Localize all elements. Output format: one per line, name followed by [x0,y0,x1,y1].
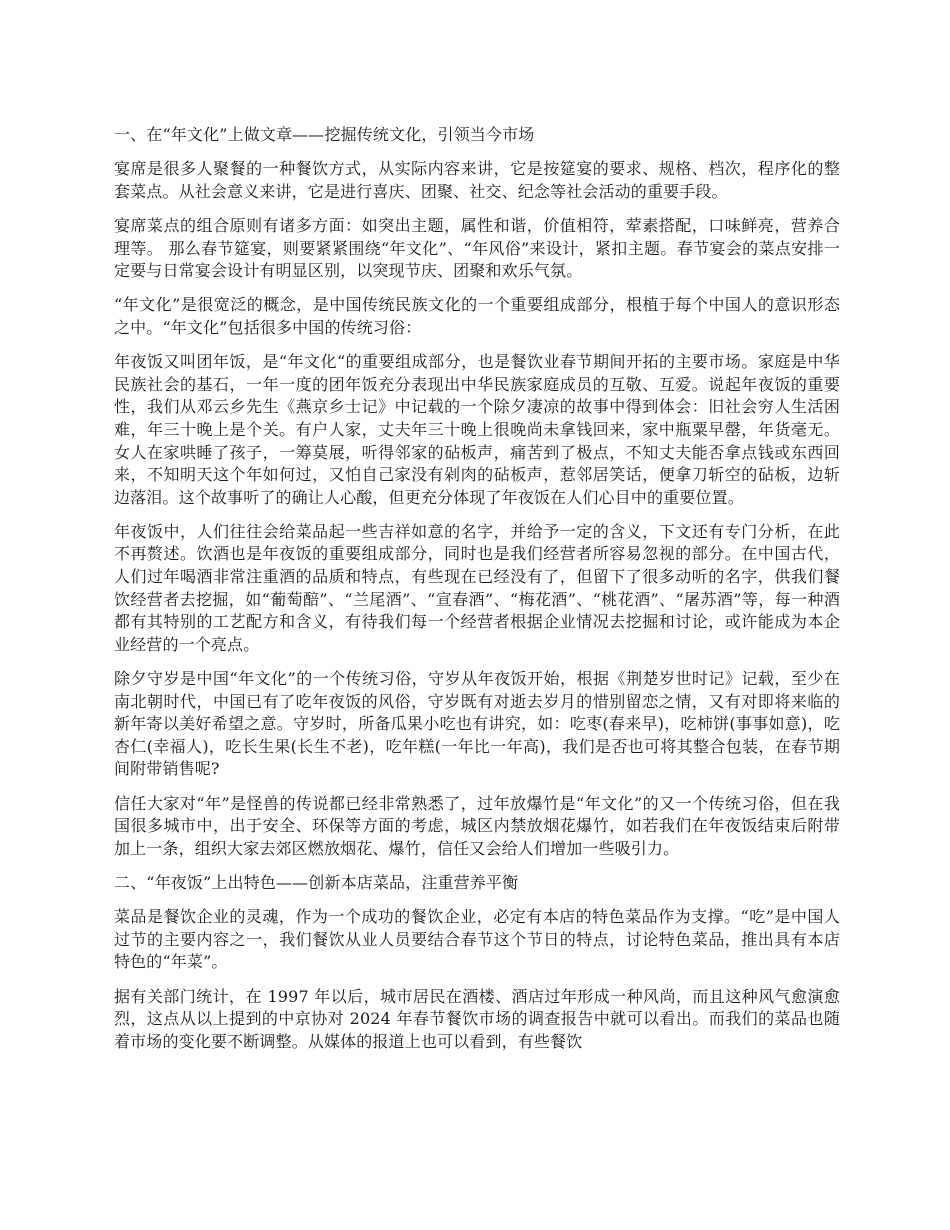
paragraph: 菜品是餐饮企业的灵魂，作为一个成功的餐饮企业，必定有本店的特色菜品作为支撑。“吃”是中国人过节的主要内容之一，我们餐饮从业人员要结合春节这个节日的特点，讨论特色菜品，推出具有本店特色的“年菜”。 [114,907,840,972]
document-body [114,124,840,1065]
paragraph: 宴席是很多人聚餐的一种餐饮方式，从实际内容来讲，它是按筵宴的要求、规格、档次，程序化的整套菜点。从社会意义来讲，它是进行喜庆、团聚、社交、纪念等社会活动的重要手段。 [114,159,840,201]
paragraph: “年文化”是很宽泛的概念，是中国传统民族文化的一个重要组成部分，根植于每个中国人的意识形态之中。“年文化”包括很多中国的传统习俗： [114,295,840,337]
paragraph: 宴席菜点的组合原则有诸多方面：如突出主题，属性和谐，价值相符，荤素搭配，口味鲜亮，营养合理等。 那么春节筵宴，则要紧紧围绕“年文化”、“年风俗”来设计，紧扣主题。春节宴会的菜点安排一定要与日常宴会设计有明显区别，以突现节庆、团聚和欢乐气氛。 [114,215,840,281]
section-heading: 一、在“年文化”上做文章——挖掘传统文化，引领当今市场 [114,125,535,144]
section-heading: 二、“年夜饭”上出特色——创新本店菜品，注重营养平衡 [114,872,519,892]
paragraph: 信任大家对“年”是怪兽的传说都已经非常熟悉了，过年放爆竹是“年文化”的又一个传统习俗，但在我国很多城市中，出于安全、环保等方面的考虑，城区内禁放烟花爆竹，如若我们在年夜饭结束后附带加上一条，组织大家去郊区燃放烟花、爆竹，信任又会给人们增加一些吸引力。 [114,793,840,858]
paragraph: 年夜饭中，人们往往会给菜品起一些吉祥如意的名字，并给予一定的含义，下文还有专门分析，在此不再赘述。饮酒也是年夜饭的重要组成部分，同时也是我们经营者所容易忽视的部分。在中国古代，人们过年喝酒非常注重酒的品质和特点，有些现在已经没有了，但留下了很多动听的名字，供我们餐饮经营者去挖掘，如“葡萄醅”、“兰尾酒”、“宣春酒”、“梅花酒”、“桃花酒”、“屠苏酒”等，每一种酒都有其特别的工艺配方和含义，有待我们每一个经营者根据企业情况去挖掘和讨论，或许能成为本企业经营的一个亮点。 [114,521,840,654]
paragraph: 据有关部门统计，在 1997 年以后，城市居民在酒楼、酒店过年形成一种风尚，而且这种风气愈演愈烈，这点从以上提到的中京协对 2024 年春节餐饮市场的调查报告中就可以看出。而我们的菜品也随着市场的变化要不断调整。从媒体的报道上也可以看到，有些餐饮 [114,986,840,1051]
paragraph: 年夜饭又叫团年饭，是“年文化“的重要组成部分，也是餐饮业春节期间开拓的主要市场。家庭是中华民族社会的基石，一年一度的团年饭充分表现出中华民族家庭成员的互敬、互爱。说起年夜饭的重要性，我们从邓云乡先生《燕京乡士记》中记载的一个除夕凄凉的故事中得到体会：旧社会穷人生活困难，年三十晚上是个关。有户人家，丈夫年三十晚上很晚尚未拿钱回来，家中瓶粟早罄，年货毫无。女人在家哄睡了孩子，一筹莫展，听得邻家的砧板声，痛苦到了极点，不知丈夫能否拿点钱或东西回来，不知明天这个年如何过，又怕自己家没有剁肉的砧板声，惹邻居笑话，便拿刀斩空的砧板，边斩边落泪。这个故事听了的确让人心酸，但更充分体现了年夜饭在人们心目中的重要位置。 [114,352,840,507]
paragraph: 除夕守岁是中国“年文化”的一个传统习俗，守岁从年夜饭开始，根据《荆楚岁世时记》记载，至少在南北朝时代，中国已有了吃年夜饭的风俗，守岁既有对逝去岁月的惜别留恋之情，又有对即将来临的新年寄以美好希望之意。守岁时，所备瓜果小吃也有讲究，如：吃枣(春来早)，吃柿饼(事事如意)，吃杏仁(幸福人)，吃长生果(长生不老)，吃年糕(一年比一年高)，我们是否也可将其整合包装，在春节期间附带销售呢? [114,669,840,779]
